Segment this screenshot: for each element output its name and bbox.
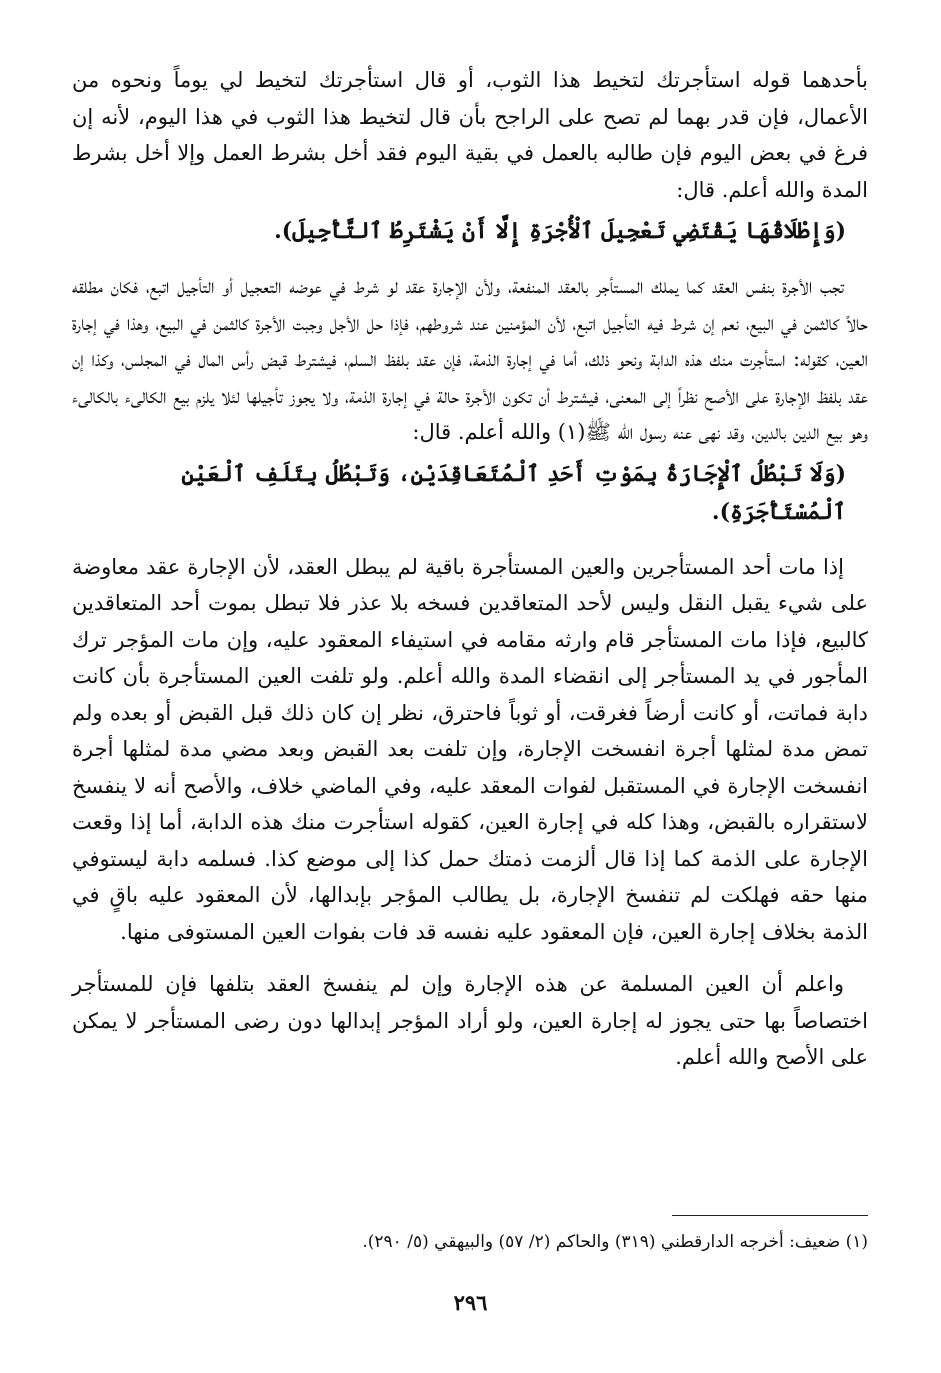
matn-quote-2: (وَلَا تَبْطُلُ ٱلْإِجَارَةُ بِمَوْتِ أَحَدِ ٱلْمُتَعَاقِدَيْنِ، وَتَبْطُلُ بِتَلَفِ ٱلْعَيْنِ ٱلْمُسْتَأْجَرَةِ). (181, 460, 846, 525)
paragraph-2: تجب الأجرة بنفس العقد كما يملك المستأجر بالعقد المنفعة، ولأن الإجارة عقد لو شرط في عوضه التعجيل أو التأجيل اتبع، فكان مطلقه حالاً كالثمن في البيع، نعم إن شرط فيه التأجيل اتبع، لأن المؤمنين عند شروطهم، فإذا حل الأجل وجبت الأجرة كالثمن في البيع، وهذا في إجارة العين، كقوله: استأجرت منك هذه الدابة ونحو ذلك، أما في إجارة الذمة، فإن عقد بلفظ السلم، فيشترط قبض رأس المال في المجلس، وكذا إن عقد بلفظ الإجارة على الأصح نظراً إلى المعنى، فيشترط أن تكون الأجرة حالة في إجارة الذمة، ولا يجوز تأجيلها لئلا يلزم بيع الكالىء بالكالىء وهو بيع الدين بالدين، وقد نهى عنه رسول الله ﷺ(١) والله أعلم. قال: (72, 274, 868, 444)
page-body (72, 62, 868, 1076)
footnote-divider (672, 1215, 868, 1216)
footnote: (١) ضعيف: أخرجه الدارقطني (٣١٩) والحاكم (٢/ ٥٧) والبيهقي (٥/ ٢٩٠). (362, 1232, 868, 1252)
paragraph-4: واعلم أن العين المسلمة عن هذه الإجارة وإن لم ينفسخ العقد بتلفها فإن للمستأجر اختصاصاً بها حتى يجوز له إجارة العين، ولو أراد المؤجر إبدالها دون رضى المستأجر لا يمكن على الأصح والله أعلم. (72, 972, 868, 1069)
paragraph-3: إذا مات أحد المستأجرين والعين المستأجرة باقية لم يبطل العقد، لأن الإجارة عقد معاوضة على شيء يقبل النقل وليس لأحد المتعاقدين فسخه بلا عذر فلا تبطل بموت أحد المتعاقدين كالبيع، فإذا مات المستأجر قام وارثه مقامه في استيفاء المعقود عليه، وإن مات المؤجر ترك المأجور في يد المستأجر إلى انقضاء المدة والله أعلم. ولو تلفت العين المستأجرة بأن كانت دابة فماتت، أو كانت أرضاً فغرقت، أو ثوباً فاحترق، نظر إن كان ذلك قبل القبض أو بعده ولم تمض مدة لمثلها أجرة انفسخت الإجارة، وإن تلفت بعد القبض وبعد مضي مدة لمثلها أجرة انفسخت الإجارة في المستقبل لفوات المعقد عليه، وفي الماضي خلاف، والأصح أنه لا ينفسخ لاستقراره بالقبض، وهذا كله في إجارة العين، كقوله استأجرت منك هذه الدابة، أما إذا وقعت الإجارة على الذمة كما إذا قال ألزمت ذمتك حمل كذا إلى موضع كذا. فسلمه دابة ليستوفي منها حقه فهلكت لم تنفسخ الإجارة، بل يطالب المؤجر بإبدالها، لأن المعقود عليه باقٍ في الذمة بخلاف إجارة العين، فإن المعقود عليه نفسه قد فات بفوات العين المستوفى منها. (72, 554, 868, 944)
page-number: ٢٩٦ (453, 1290, 488, 1315)
matn-quote-1: (وَإِطْلَاقُهَا يَقْتَضِي تَعْجِيلَ ٱلْأُجْرَةِ إِلَّا أَنْ يَشْتَرِطُ ٱلتَّأْجِيلَ). (274, 218, 846, 244)
paragraph-1: بأحدهما قوله استأجرتك لتخيط هذا الثوب، أو قال استأجرتك لتخيط لي يوماً ونحوه من الأعمال، فإن قدر بهما لم تصح على الراجح بأن قال لتخيط هذا الثوب في هذا اليوم، لأنه إن فرغ في بعض اليوم فإن طالبه بالعمل في بقية اليوم فقد أخل بشرط العمل وإلا أخل بشرط المدة والله أعلم. قال: (72, 68, 868, 202)
